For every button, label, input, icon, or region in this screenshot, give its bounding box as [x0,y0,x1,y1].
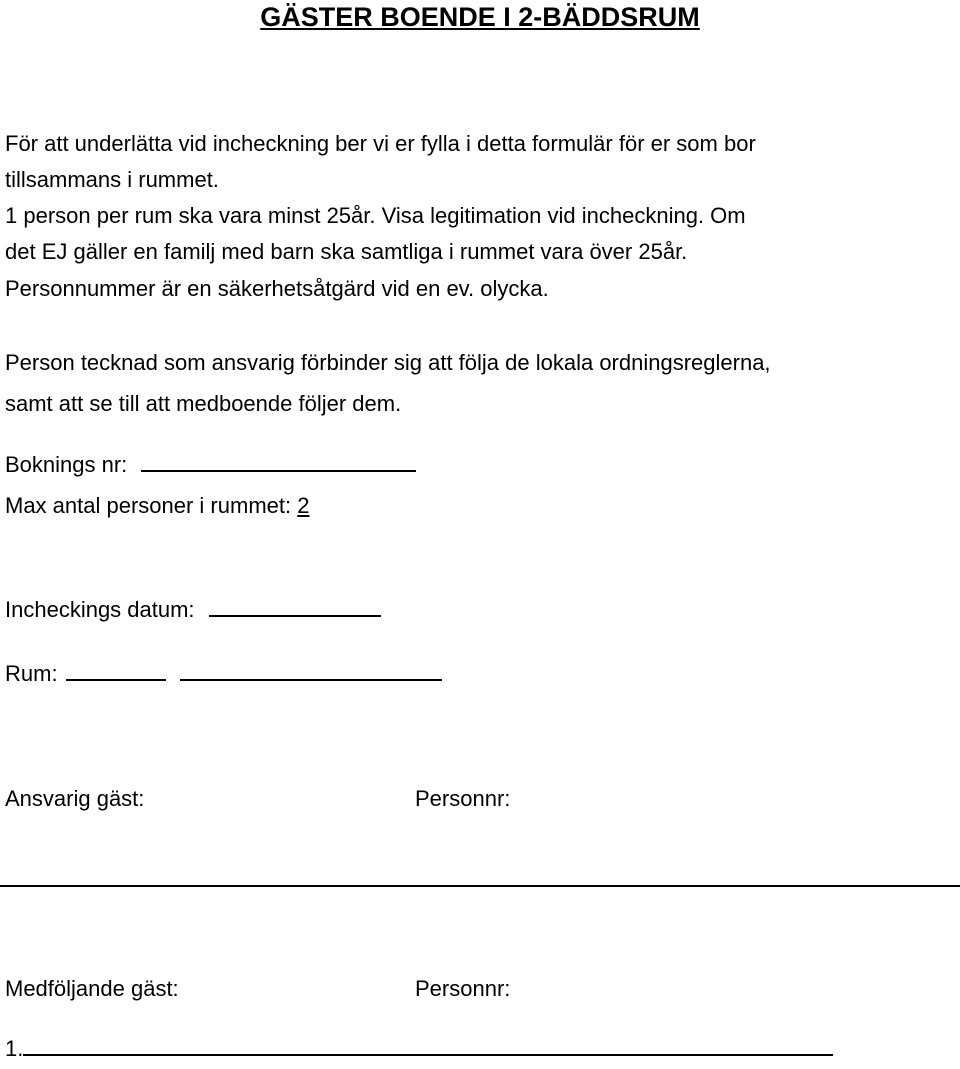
max-persons-value: 2 [297,493,310,518]
room-field-2[interactable] [180,657,442,681]
room-row [5,656,442,692]
booking-number-label: Boknings nr: [5,452,128,477]
responsible-personnr-label: Personnr: [415,786,511,811]
responsibility-line-1: Person tecknad som ansvarig förbinder sig att följa de lokala ordningsreglerna, [5,350,771,375]
intro-line-3: 1 person per rum ska vara minst 25år. Visa legitimation vid incheckning. Om [5,203,746,228]
accompanying-guest-row [5,1031,833,1067]
max-persons-label: Max antal personer i rummet: [5,493,292,518]
accompanying-row-number: 1. [5,1036,24,1061]
checkin-date-row [5,592,381,628]
booking-number-field[interactable] [141,448,416,472]
checkin-date-label: Incheckings datum: [5,597,195,622]
responsible-guest-label: Ansvarig gäst: [5,786,145,811]
room-label: Rum: [5,661,58,686]
checkin-date-field[interactable] [209,593,381,617]
responsible-guest-line[interactable] [0,885,960,887]
room-field-1[interactable] [66,657,166,681]
intro-line-5: Personnummer är en säkerhetsåtgärd vid en ev. olycka. [5,276,549,301]
accompanying-guest-field[interactable] [23,1032,833,1056]
booking-number-row [5,447,416,483]
accompanying-guest-label: Medföljande gäst: [5,976,179,1001]
max-persons-row [5,488,309,524]
intro-line-4: det EJ gäller en familj med barn ska samtliga i rummet vara över 25år. [5,239,688,264]
responsibility-line-2: samt att se till att medboende följer dem. [5,391,402,416]
page-title: GÄSTER BOENDE I 2-BÄDDSRUM [260,2,700,32]
intro-line-1: För att underlätta vid incheckning ber vi er fylla i detta formulär för er som bor [5,131,756,156]
intro-line-2: tillsammans i rummet. [5,167,219,192]
accompanying-personnr-label: Personnr: [415,976,511,1001]
